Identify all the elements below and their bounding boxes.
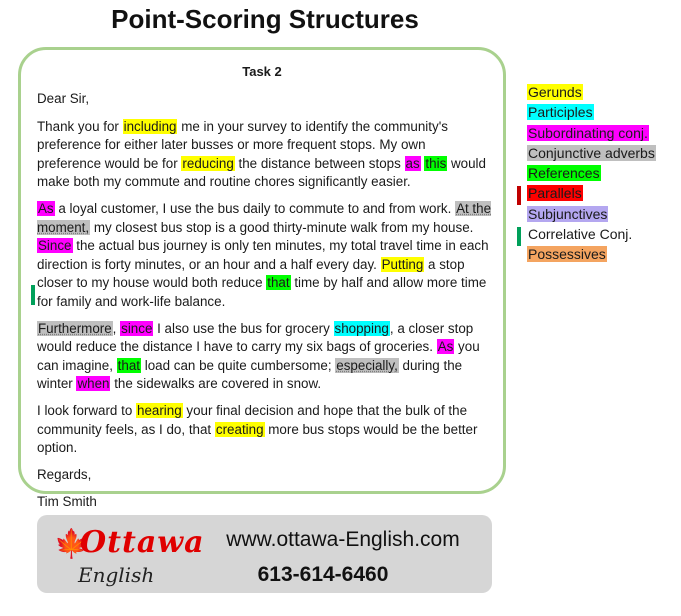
correlative-legend-bar [517,227,521,246]
letter-closing: Regards, [37,466,92,482]
logo-subword: English [78,563,155,587]
letter-text: I look forward to [37,402,136,418]
letter-text: you can imagine, [37,339,480,373]
letter-text: I also use the bus for grocery [153,320,334,336]
reference-highlight: that [267,275,290,291]
letter-paragraph-1 [37,118,493,192]
legend-item [527,183,677,203]
subordinating-conj-highlight: as [405,155,420,171]
gerund-highlight: Putting [381,256,424,272]
letter-paragraph-4 [37,402,493,458]
letter-text: more bus stops would be the better option. [37,421,478,456]
letter-text: my closest bus stop is a good thirty-minute walk from my house. [90,219,474,235]
subordinating-conj-highlight: As [437,339,454,355]
legend-label: References [528,165,600,182]
subordinating-conj-highlight: since [121,320,153,336]
legend-item [527,163,677,183]
legend-label: Correlative Conj. [528,226,633,243]
letter-text: Thank you for [37,118,123,134]
conjunctive-adverb-highlight: Furthermore [38,320,112,336]
reference-highlight: this [425,155,447,171]
legend-item [527,244,677,264]
letter-text: a loyal customer, I use the bus daily to commute to and from work. [54,200,456,216]
letter-text: load can be quite cumbersome; [141,357,336,373]
subordinating-conj-highlight: As [38,200,54,216]
gerund-highlight: creating [215,421,264,437]
legend-label: Possessives [528,246,606,263]
legend-label: Participles [528,104,593,121]
ottawa-english-logo [48,523,205,589]
letter-text: the actual bus journey is only ten minutes, my total travel time in each direction is forty minutes, or an hour and a half every day. [37,238,489,272]
letter-text: , [112,320,121,336]
website-url[interactable]: www.ottawa-English.com [226,528,460,551]
legend-label: Parallels [528,185,582,202]
legend-item [527,143,677,163]
correlative-marker-bar [31,285,35,305]
letter-text: the distance between stops [234,155,405,171]
conjunctive-adverb-highlight: At the moment, [37,200,492,235]
letter-text: me in your survey to identify the community's preference for either later busses or more frequent stops. My own preference would be for [37,118,448,171]
legend-item [527,82,677,102]
subordinating-conj-highlight: when [77,376,110,392]
letter-text: , a closer stop would reduce the distance I have to carry my six bags of groceries. [37,320,474,355]
gerund-highlight: reducing [182,155,234,171]
legend-item [527,224,677,244]
logo-word: Ottawa [80,525,205,560]
page-title: Point-Scoring Structures [111,4,419,34]
reference-highlight: that [117,357,140,373]
maple-leaf-icon: 🍁 [54,528,89,559]
phone-number: 613-614-6460 [257,563,389,586]
legend-label: Subordinating conj. [528,124,648,141]
gerund-highlight: including [123,118,177,134]
legend-label: Gerunds [528,84,582,100]
letter-text: time by half and allow more time for family and work-life balance. [37,275,487,309]
legend-item [527,102,677,122]
legend-item [527,204,677,224]
highlight-legend [527,82,677,265]
letter-text: the sidewalks are covered in snow. [110,376,322,392]
letter-text: a stop closer to my house would both reduce [37,256,465,291]
letter-paragraph-3 [37,320,493,394]
gerund-highlight: hearing [137,402,182,418]
parallels-marker-bar [517,186,521,205]
letter-text: your final decision and hope that the bulk of the community feels, as I do, that [37,402,468,437]
legend-label: Subjunctives [528,205,608,222]
letter-greeting: Dear Sir, [37,91,90,106]
legend-label: Conjunctive adverbs [528,144,655,161]
letter-signature: Tim Smith [37,494,97,510]
subordinating-conj-highlight: Since [38,238,72,254]
task-heading: Task 2 [242,64,282,79]
legend-item [527,123,677,143]
letter-text: would make both my commute and routine chores significantly easier. [37,155,486,190]
conjunctive-adverb-highlight: especially, [336,357,398,373]
letter-text: during the winter [37,357,463,392]
letter-body [37,90,493,520]
letter-paragraph-2 [37,200,493,312]
participle-highlight: shopping [334,320,389,336]
